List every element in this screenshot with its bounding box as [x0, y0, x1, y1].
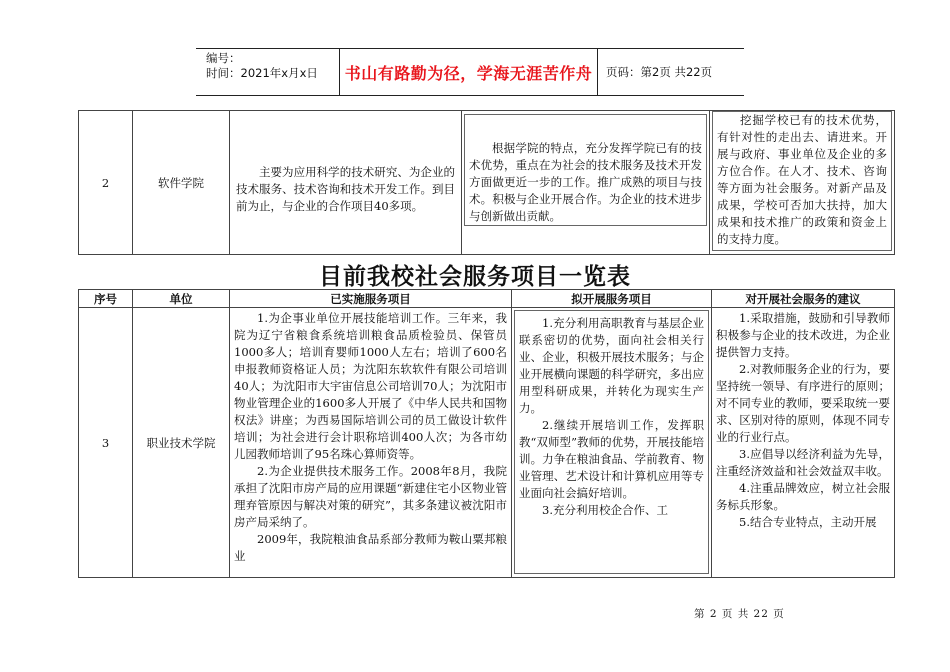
suggestion-item: 1.采取措施，鼓励和引导教师积极参与企业的技术改进，为企业提供智力支持。: [716, 311, 890, 359]
header-planned: 拟开展服务项目: [512, 290, 712, 308]
row-suggestions-cell: [710, 111, 895, 255]
planned-item: 2.继续开展培训工作，发挥职教“双师型”教师的优势，开展技能培训。力争在粮油食品、学前教育、物业管理、艺术设计和计算机应用等专业面向社会搞好培训。: [519, 418, 704, 500]
header-page-number: 页码：第2页 共22页: [606, 65, 713, 79]
row-planned-text: 根据学院的特点，充分发挥学院已有的技术优势，重点在为社会的技术服务及技术开发方面做更近一步的工作。推广成熟的项目与技术。积极与企业开展合作。为企业的技术进步与创新做出贡献。: [469, 141, 702, 223]
row-unit: 职业技术学院: [133, 308, 230, 578]
page-footer: 第 2 页 共 22 页: [694, 608, 785, 620]
implemented-item: 2.为企业提供技术服务工作。2008年8月，我院承担了沈阳市房产局的应用课题“新建住宅小区物业管理弃管原因与解决对策的研究”，其多条建议被沈阳市房产局采纳了。: [234, 464, 507, 529]
header-implemented: 已实施服务项目: [230, 290, 512, 308]
row-suggestions-text: 挖掘学校已有的技术优势，有针对性的走出去、请进来。开展与政府、事业单位及企业的多方位合作。在人才、技术、咨询等方面为社会服务。对新产品及成果，学校可否加大扶持，加大成果和技术推广的政策和资金上的支持力度。: [717, 113, 887, 246]
row-index: 2: [79, 111, 133, 255]
table-row: [79, 111, 895, 255]
row-planned-cell: [462, 111, 710, 255]
suggestion-item: 2.对教师服务企业的行为，要坚持统一领导、有序进行的原则；对不同专业的教师，要采取统一要求、区别对待的原则，体现不同专业的行业行点。: [716, 362, 890, 444]
row-planned-cell: [512, 308, 712, 578]
header-motto-box: [339, 49, 598, 95]
header-suggestions: 对开展社会服务的建议: [712, 290, 895, 308]
row-implemented-text: 主要为应用科学的技术研究、为企业的技术服务、技术咨询和技术开发工作。到目前为止，与企业的合作项目40多项。: [236, 165, 455, 213]
document-number: 编号：: [206, 51, 241, 65]
table-row: [79, 308, 895, 578]
header-index: 序号: [79, 290, 133, 308]
row-implemented-cell: [230, 308, 512, 578]
suggestion-item: 4.注重品牌效应，树立社会服务标兵形象。: [716, 481, 890, 512]
row-index: 3: [79, 308, 133, 578]
header-unit: 单位: [133, 290, 230, 308]
suggestion-item: 3.应倡导以经济利益为先导，注重经济效益和社会效益双丰收。: [716, 447, 890, 478]
page-header: [196, 48, 744, 96]
implemented-item: 2009年，我院粮油食品系部分教师为鞍山粟邦粮业: [234, 532, 507, 563]
services-table: [78, 289, 895, 578]
table-header-row: [79, 290, 895, 308]
document-date: 时间：2021年x月x日: [206, 66, 318, 80]
header-motto: 书山有路勤为径，学海无涯苦作舟: [344, 63, 593, 83]
implemented-item: 1.为企事业单位开展技能培训工作。三年来，我院为辽宁省粮食系统培训粮食品质检验员、保管员1000多人；培训育婴师1000人左右；培训了600名申报教师资格证人员；为沈阳东软软件有限公司培训40人；为沈阳市大宇宙信息公司培训70人；为沈阳市物业管理企业的1600多人开展了《中华人民共和国物权法》讲座；为西易国际培训公司的员工做设计软件培训；为社会进行会计职称培训400人次；为各市幼儿园教师培训了95名珠心算师资等。: [234, 311, 507, 461]
row-suggestions-cell: [712, 308, 895, 578]
planned-item: 3.充分利用校企合作、工: [542, 503, 668, 517]
planned-item: 1.充分利用高职教育与基层企业联系密切的优势，面向社会相关行业、企业，积极开展技术服务；与企业开展横向课题的科学研究，多出应用型科研成果，并转化为现实生产力。: [519, 316, 704, 415]
services-table-continued: [78, 110, 895, 255]
header-meta: [206, 51, 318, 81]
row-implemented-cell: [230, 111, 462, 255]
page-title: 目前我校社会服务项目一览表: [319, 263, 631, 290]
row-unit: 软件学院: [133, 111, 230, 255]
suggestion-item: 5.结合专业特点，主动开展: [739, 515, 877, 529]
